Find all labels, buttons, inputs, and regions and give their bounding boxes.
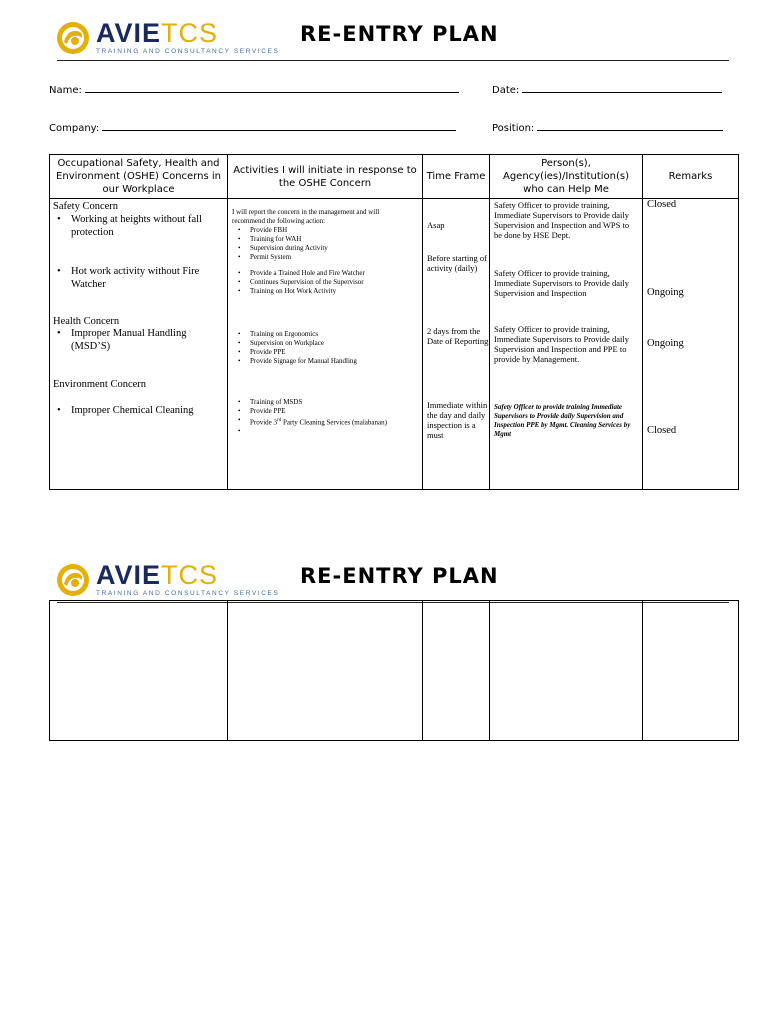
concerns-cell[interactable] — [50, 199, 228, 490]
position-field[interactable] — [492, 121, 723, 134]
time-frame-cell[interactable] — [423, 199, 490, 490]
activity-item: • Training on Hot Work Activity — [232, 287, 365, 296]
brand-name-part1: AVIE — [96, 18, 162, 48]
activity-item: • Training for WAH — [232, 235, 328, 244]
position-line[interactable] — [537, 121, 723, 131]
activity-item — [232, 427, 387, 436]
activity-item: • Training on Ergonomics — [232, 330, 357, 339]
name-label: Name: — [49, 85, 82, 96]
blank-cell[interactable] — [643, 601, 739, 741]
environment-concern-heading: Environment Concern — [53, 379, 147, 390]
brand-name-part2: TCS — [161, 18, 219, 48]
page-title: RE-ENTRY PLAN — [300, 22, 499, 46]
health-concern-item: • Improper Manual Handling (MSD’S) — [71, 327, 221, 353]
name-field[interactable] — [49, 83, 459, 96]
blank-plan-table — [49, 600, 739, 741]
activity-item: • Provide FBH — [232, 226, 328, 235]
date-line[interactable] — [522, 83, 722, 93]
environment-concern-item: • Improper Chemical Cleaning — [71, 404, 221, 417]
activity-list — [232, 398, 387, 436]
time-frame-entry: 2 days from the Date of Reporting — [427, 326, 489, 346]
activity-list — [232, 330, 357, 366]
name-line[interactable] — [85, 83, 459, 93]
header-rule — [57, 60, 729, 61]
date-label: Date: — [492, 85, 520, 96]
blank-cell[interactable] — [228, 601, 423, 741]
page-title: RE-ENTRY PLAN — [300, 564, 499, 588]
brand-tagline: TRAINING AND CONSULTANCY SERVICES — [96, 590, 280, 597]
time-frame-entry: Asap — [427, 220, 445, 230]
person-entry: Safety Officer to provide training, Immediate Supervisors to Provide daily Supervision and Inspection and PPE to provide by Management. — [494, 324, 630, 364]
table-row — [50, 601, 739, 741]
remark-entry: Ongoing — [647, 338, 684, 349]
time-frame-entry: Before starting of activity (daily) — [427, 253, 487, 273]
activity-item: • Training of MSDS — [232, 398, 387, 407]
activity-list — [232, 226, 328, 262]
safety-concern-item: • Hot work activity without Fire Watcher — [71, 265, 221, 291]
activity-item: • Provide Signage for Manual Handling — [232, 357, 357, 366]
activity-item: • Supervision on Workplace — [232, 339, 357, 348]
activity-item-text: Party Cleaning Services (malabanan) — [281, 418, 387, 427]
table-row — [50, 199, 739, 490]
activity-item-superscript: rd — [277, 418, 282, 423]
company-field[interactable] — [49, 121, 456, 134]
blank-cell[interactable] — [50, 601, 228, 741]
header-activities: Activities I will initiate in response to the OSHE Concern — [228, 155, 423, 199]
blank-cell[interactable] — [490, 601, 643, 741]
person-entry: Safety Officer to provide training, Immediate Supervisors to Provide daily Supervision and Inspection — [494, 268, 630, 298]
header-persons: Person(s), Agency(ies)/Institution(s) who can Help Me — [490, 155, 643, 199]
date-field[interactable] — [492, 83, 722, 96]
brand-name-part2: TCS — [161, 560, 219, 590]
activity-item: • Permit System — [232, 253, 328, 262]
company-label: Company: — [49, 123, 100, 134]
company-line[interactable] — [102, 121, 456, 131]
activity-item-text: Provide 3 — [250, 418, 278, 427]
health-concern-heading: Health Concern — [53, 316, 120, 327]
page-header — [0, 18, 768, 68]
activity-item: • Supervision during Activity — [232, 244, 328, 253]
person-entry: Safety Officer to provide training Immediate Supervisors to Provide daily Supervision and Inspection PPE by Mgmt. Cleaning Services by Mgmt — [494, 403, 631, 438]
activity-item: • Provide a Trained Hole and Fire Watcher — [232, 269, 365, 278]
activity-item: • Provide PPE — [232, 348, 357, 357]
brand-name-part1: AVIE — [96, 560, 162, 590]
header-time-frame: Time Frame — [423, 155, 490, 199]
activity-item: • Continues Supervision of the Supervisor — [232, 278, 365, 287]
activities-intro: I will report the concern in the management and will recommend the following action: — [232, 208, 380, 225]
table-header-row — [50, 155, 739, 199]
persons-cell[interactable] — [490, 199, 643, 490]
remark-entry: Ongoing — [647, 287, 684, 298]
logo-emblem-icon — [55, 562, 91, 598]
logo-emblem-icon — [55, 20, 91, 56]
re-entry-plan-table — [49, 154, 739, 490]
brand-tagline: TRAINING AND CONSULTANCY SERVICES — [96, 48, 280, 55]
remarks-cell[interactable] — [643, 199, 739, 490]
activity-list — [232, 269, 365, 296]
remark-entry: Closed — [647, 199, 677, 210]
time-frame-entry: Immediate within the day and daily inspection is a must — [427, 400, 488, 440]
header-remarks: Remarks — [643, 155, 739, 199]
company-logo — [55, 18, 280, 64]
blank-cell[interactable] — [423, 601, 490, 741]
activity-item: • Provide PPE — [232, 407, 387, 416]
safety-concern-item: • Working at heights without fall protection — [71, 213, 221, 239]
header-concerns: Occupational Safety, Health and Environment (OSHE) Concerns in our Workplace — [50, 155, 228, 199]
activities-cell[interactable] — [228, 199, 423, 490]
activity-item — [232, 416, 387, 427]
position-label: Position: — [492, 123, 535, 134]
remark-entry: Closed — [647, 425, 677, 436]
safety-concern-heading: Safety Concern — [53, 201, 119, 212]
person-entry: Safety Officer to provide training, Immediate Supervisors to Provide daily Supervision and Inspection and WPS to be done by HSE Dept. — [494, 200, 630, 240]
